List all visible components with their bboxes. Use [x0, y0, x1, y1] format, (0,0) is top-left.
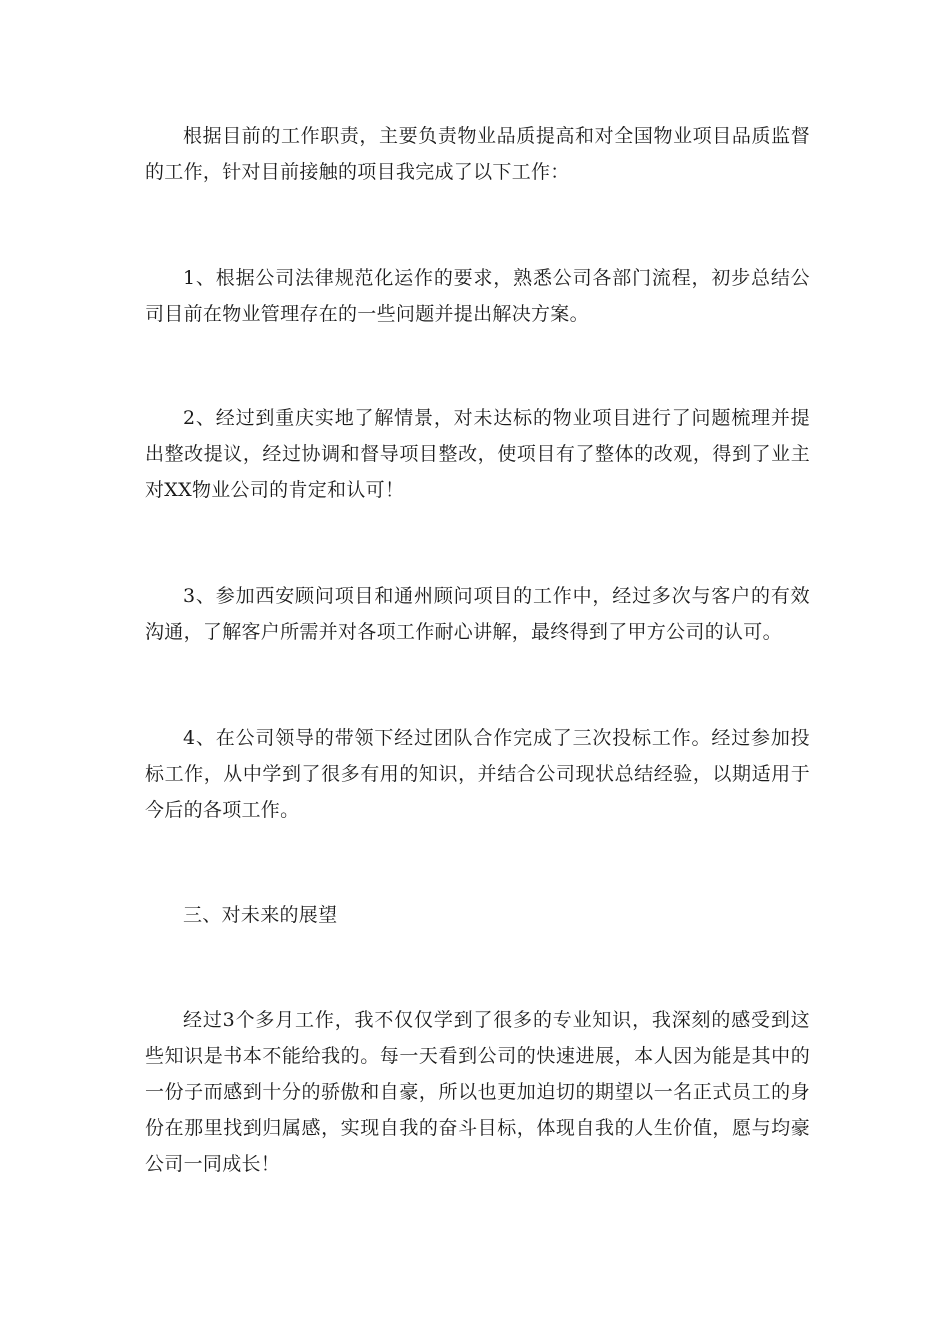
section-heading-future-outlook: 三、对未来的展望 — [183, 904, 338, 926]
work-item-3-paragraph: 3、参加西安顾问项目和通州顾问项目的工作中，经过多次与客户的有效沟通，了解客户所需并对各项工作耐心讲解，最终得到了甲方公司的认可。 — [145, 585, 810, 643]
closing-paragraph: 经过3个多月工作，我不仅仅学到了很多的专业知识，我深刻的感受到这些知识是书本不能给我的。每一天看到公司的快速进展，本人因为能是其中的一份子而感到十分的骄傲和自豪，所以也更加迫切的期望以一名正式员工的身份在那里找到归属感，实现自我的奋斗目标，体现自我的人生价值，愿与均豪公司一同成长！ — [145, 1009, 810, 1175]
intro-paragraph: 根据目前的工作职责，主要负责物业品质提高和对全国物业项目品质监督的工作，针对目前接触的项目我完成了以下工作： — [145, 125, 810, 183]
work-item-2-paragraph: 2、经过到重庆实地了解情景，对未达标的物业项目进行了问题梳理并提出整改提议，经过协调和督导项目整改，使项目有了整体的改观，得到了业主对XX物业公司的肯定和认可！ — [145, 407, 810, 501]
work-item-4-paragraph: 4、在公司领导的带领下经过团队合作完成了三次投标工作。经过参加投标工作，从中学到了很多有用的知识，并结合公司现状总结经验，以期适用于今后的各项工作。 — [145, 727, 810, 821]
work-item-1-paragraph: 1、根据公司法律规范化运作的要求，熟悉公司各部门流程，初步总结公司目前在物业管理存在的一些问题并提出解决方案。 — [145, 267, 810, 325]
